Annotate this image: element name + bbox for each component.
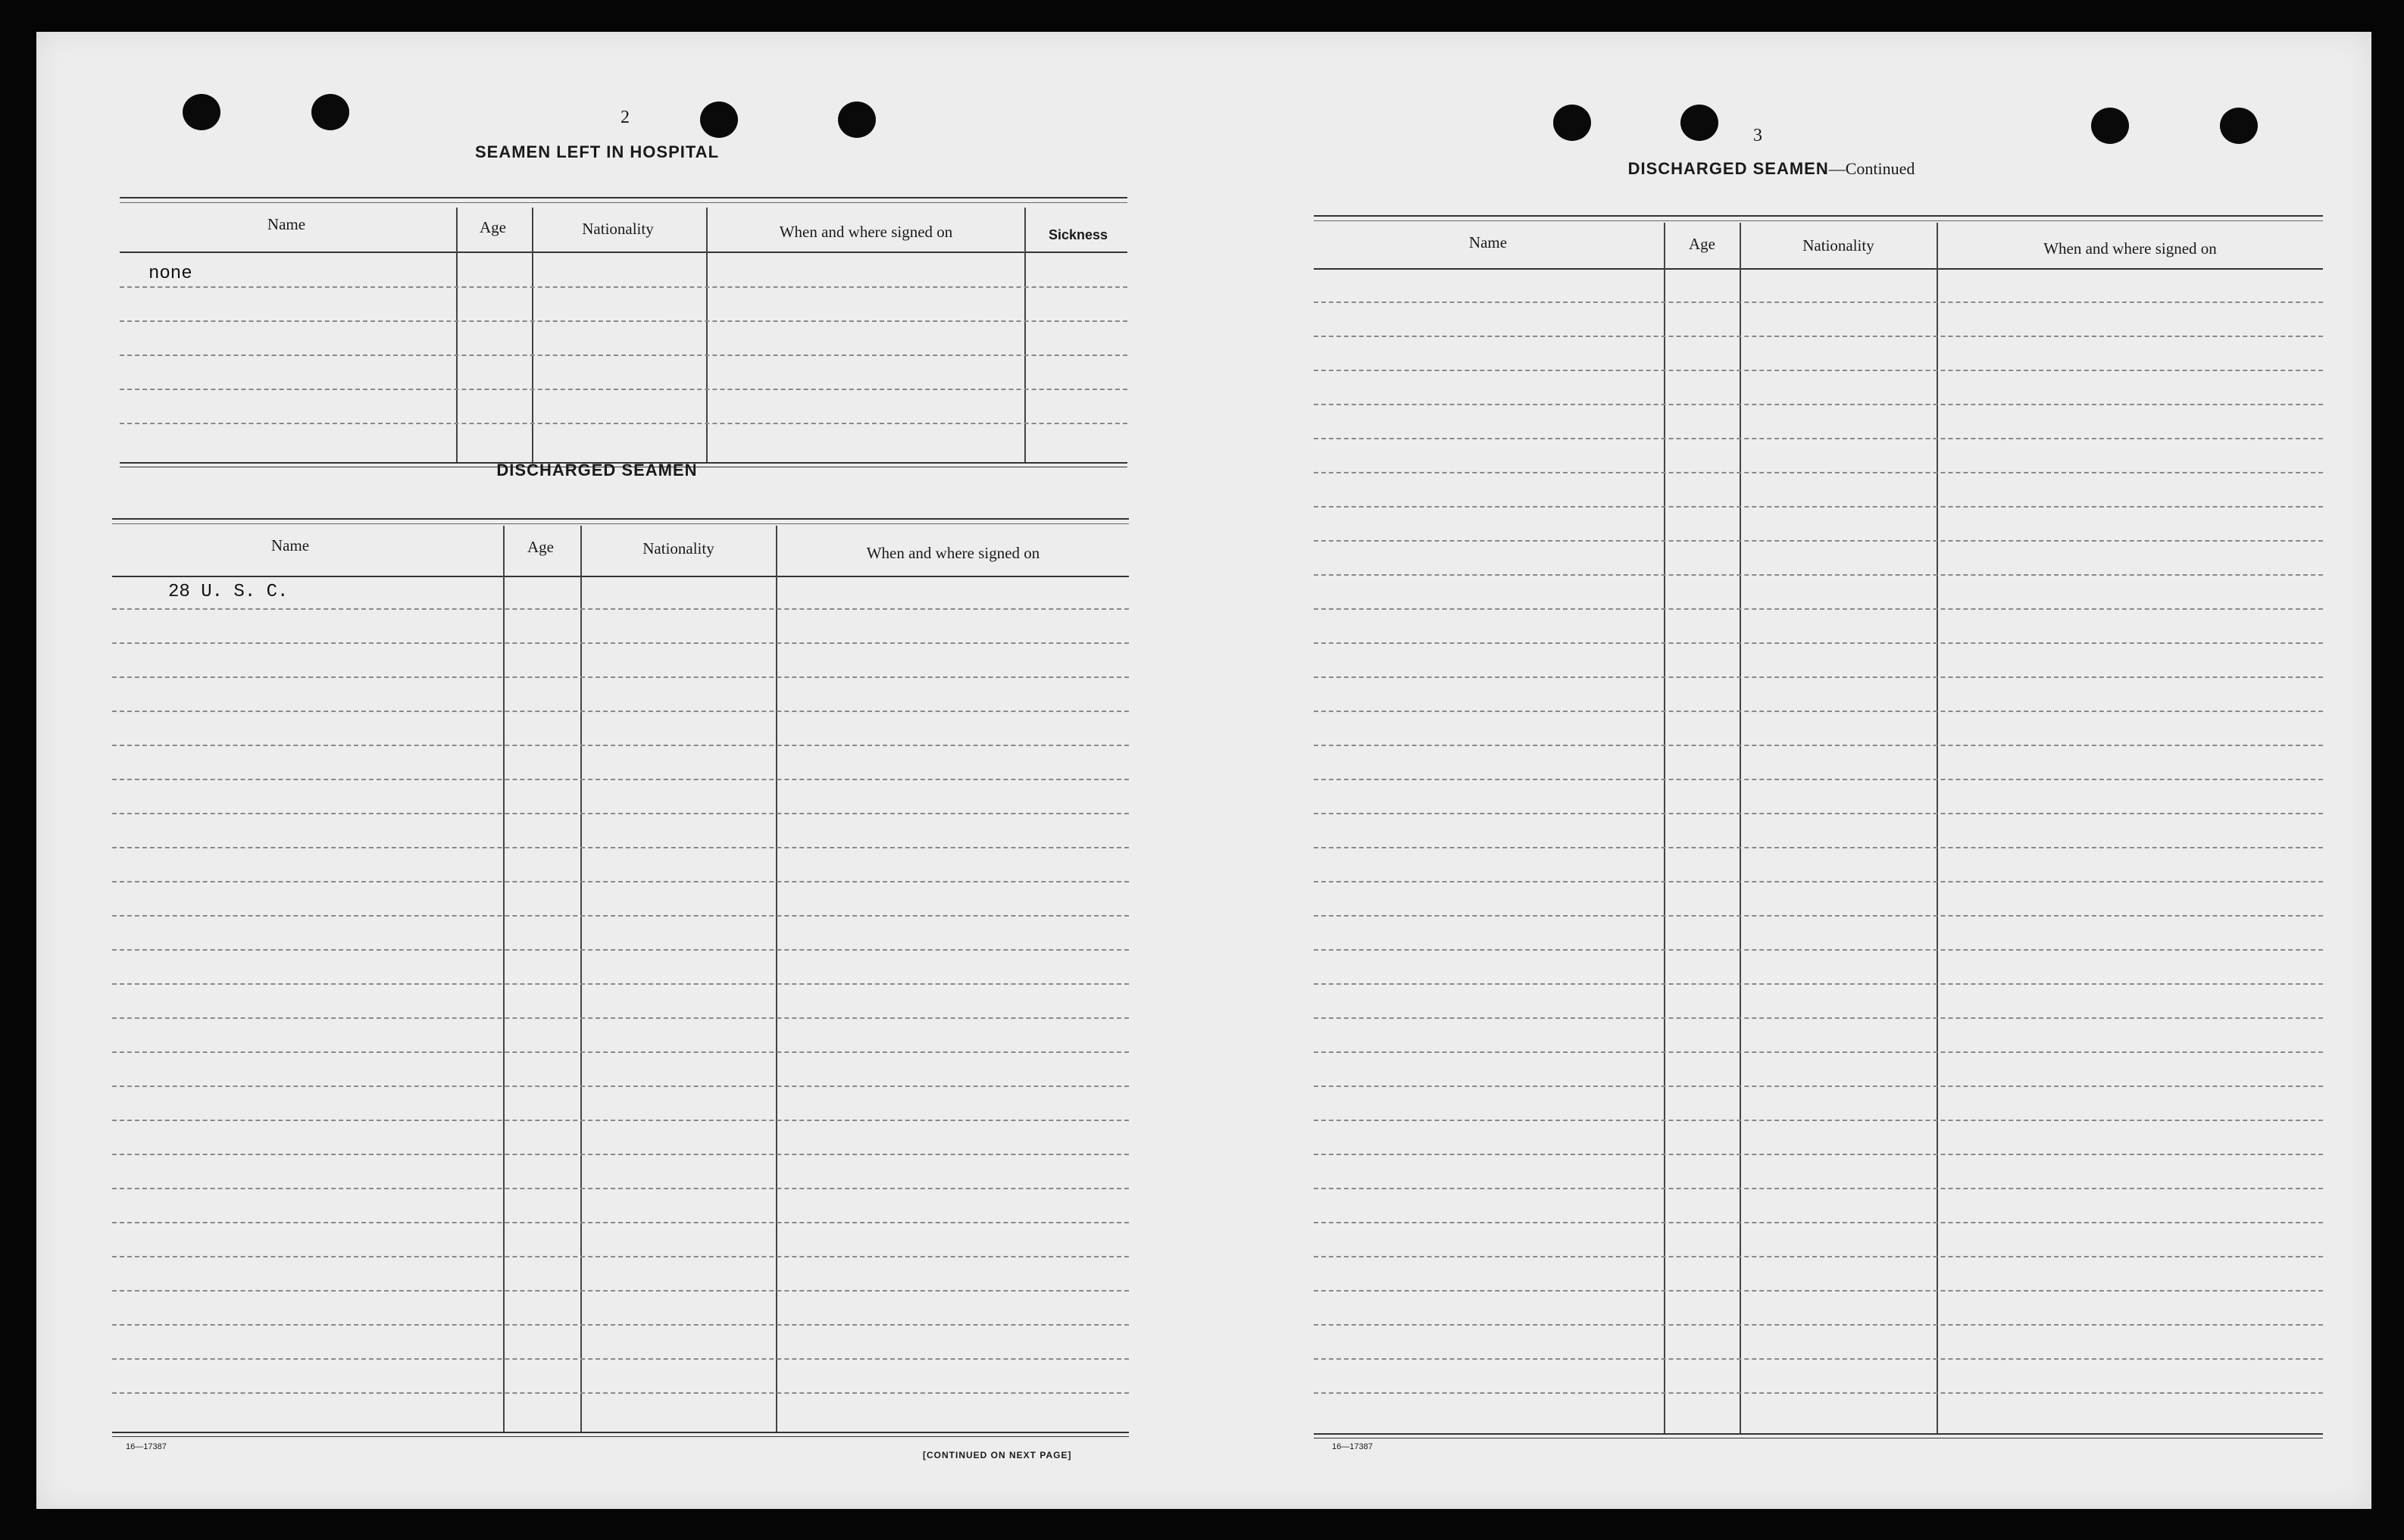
ruled-line: [112, 1120, 1129, 1121]
ruled-line: [1314, 506, 2323, 508]
ruled-line: [120, 286, 1127, 288]
ruled-line: [1314, 813, 2323, 814]
header-rule: [120, 251, 1127, 253]
ruled-line: [1314, 370, 2323, 371]
ruled-line: [1314, 642, 2323, 644]
column-header-age: Age: [1689, 235, 1715, 253]
discharged-section-title: DISCHARGED SEAMEN: [496, 461, 698, 479]
ruled-line: [112, 1017, 1129, 1019]
column-header-sickness: Sickness: [1048, 227, 1108, 242]
punch-hole: [183, 94, 220, 130]
page-number: 3: [1753, 126, 1762, 145]
ruled-line: [112, 745, 1129, 746]
column-divider: [503, 526, 505, 1432]
ruled-line: [1314, 1051, 2323, 1053]
table-top-rule: [120, 197, 1127, 203]
ruled-line: [112, 813, 1129, 814]
column-header-nationality: Nationality: [1802, 236, 1874, 255]
ruled-line: [112, 608, 1129, 610]
ruled-line: [1314, 983, 2323, 985]
ruled-line: [112, 949, 1129, 951]
continued-section-title: [1559, 159, 1984, 179]
form-code: 16—17387: [1332, 1442, 1373, 1451]
ruled-line: [120, 423, 1127, 424]
ruled-line: [1314, 1188, 2323, 1189]
table-top-rule: [112, 518, 1129, 524]
column-divider: [776, 526, 777, 1432]
page-number: 2: [621, 108, 630, 127]
punch-hole: [700, 102, 738, 138]
continued-note: [CONTINUED ON NEXT PAGE]: [923, 1450, 1072, 1460]
ruled-line: [1314, 1358, 2323, 1360]
ruled-line: [1314, 472, 2323, 473]
ruled-line: [1314, 1222, 2323, 1223]
form-code: 16—17387: [126, 1442, 167, 1451]
column-header-signed-on: When and where signed on: [2043, 239, 2217, 258]
discharged-table: [112, 483, 1129, 1445]
ruled-line: [112, 1085, 1129, 1087]
punch-hole: [2220, 108, 2258, 144]
ruled-line: [1314, 779, 2323, 780]
ruled-line: [120, 320, 1127, 322]
ruled-line: [1314, 745, 2323, 746]
discharged-continued-table: [1314, 180, 2323, 1445]
punch-hole: [1553, 105, 1591, 141]
section-title-main: DISCHARGED SEAMEN: [1627, 159, 1829, 178]
column-header-nationality: Nationality: [642, 539, 714, 558]
column-header-name: Name: [1468, 233, 1508, 251]
ruled-line: [120, 389, 1127, 390]
ruled-line: [112, 1256, 1129, 1257]
ruled-line: [1314, 1154, 2323, 1155]
column-header-name: Name: [267, 215, 306, 233]
column-header-nationality: Nationality: [582, 220, 654, 238]
column-header-age: Age: [480, 218, 506, 236]
ruled-line: [1314, 676, 2323, 678]
punch-hole: [1680, 105, 1718, 141]
column-header-signed-on: When and where signed on: [866, 544, 1040, 562]
ruled-line: [112, 915, 1129, 917]
ruled-line: [112, 1290, 1129, 1292]
punch-hole: [2091, 108, 2129, 144]
ruled-line: [1314, 438, 2323, 439]
ruled-line: [1314, 301, 2323, 303]
ruled-line: [112, 1051, 1129, 1053]
ruled-line: [1314, 915, 2323, 917]
ruled-line: [1314, 574, 2323, 576]
ruled-line: [1314, 1324, 2323, 1326]
ruled-line: [120, 355, 1127, 356]
column-divider: [580, 526, 582, 1432]
ruled-line: [1314, 1085, 2323, 1087]
right-page: [1218, 32, 2371, 1509]
ruled-line: [112, 1188, 1129, 1189]
punch-hole: [838, 102, 876, 138]
ruled-line: [112, 983, 1129, 985]
table-bottom-rule: [112, 1432, 1129, 1433]
ruled-line: [1314, 1290, 2323, 1292]
table-top-rule: [1314, 215, 2323, 221]
column-header-name: Name: [270, 536, 310, 554]
ruled-line: [112, 1154, 1129, 1155]
ruled-line: [1314, 608, 2323, 610]
ruled-line: [112, 642, 1129, 644]
ruled-line: [112, 779, 1129, 780]
ruled-line: [1314, 540, 2323, 542]
ruled-line: [1314, 1017, 2323, 1019]
ruled-line: [1314, 1256, 2323, 1257]
column-header-age: Age: [527, 538, 554, 556]
hospital-table: [120, 162, 1127, 474]
section-title-suffix: —Continued: [1828, 159, 1915, 178]
ruled-line: [1314, 1120, 2323, 1121]
ruled-line: [112, 1358, 1129, 1360]
table-bottom-rule: [1314, 1433, 2323, 1435]
header-rule: [112, 576, 1129, 577]
discharged-entry-name: 28 U. S. C.: [168, 582, 289, 602]
ruled-line: [112, 1392, 1129, 1394]
ruled-line: [112, 711, 1129, 712]
ruled-line: [112, 1324, 1129, 1326]
punch-hole: [311, 94, 349, 130]
ruled-line: [1314, 404, 2323, 405]
table-bottom-rule: [112, 1436, 1129, 1437]
ruled-line: [112, 847, 1129, 848]
ruled-line: [112, 881, 1129, 882]
ruled-line: [112, 676, 1129, 678]
hospital-entry-name: none: [148, 264, 192, 284]
record-sheet: [36, 32, 2371, 1509]
hospital-section-title: SEAMEN LEFT IN HOSPITAL: [474, 142, 720, 161]
ruled-line: [1314, 847, 2323, 848]
ruled-line: [1314, 1392, 2323, 1394]
ruled-line: [1314, 711, 2323, 712]
ruled-line: [1314, 336, 2323, 337]
ruled-line: [1314, 949, 2323, 951]
header-rule: [1314, 268, 2323, 270]
column-header-signed-on: When and where signed on: [779, 223, 953, 241]
ruled-line: [1314, 881, 2323, 882]
left-page: [36, 32, 1188, 1509]
ruled-line: [112, 1222, 1129, 1223]
